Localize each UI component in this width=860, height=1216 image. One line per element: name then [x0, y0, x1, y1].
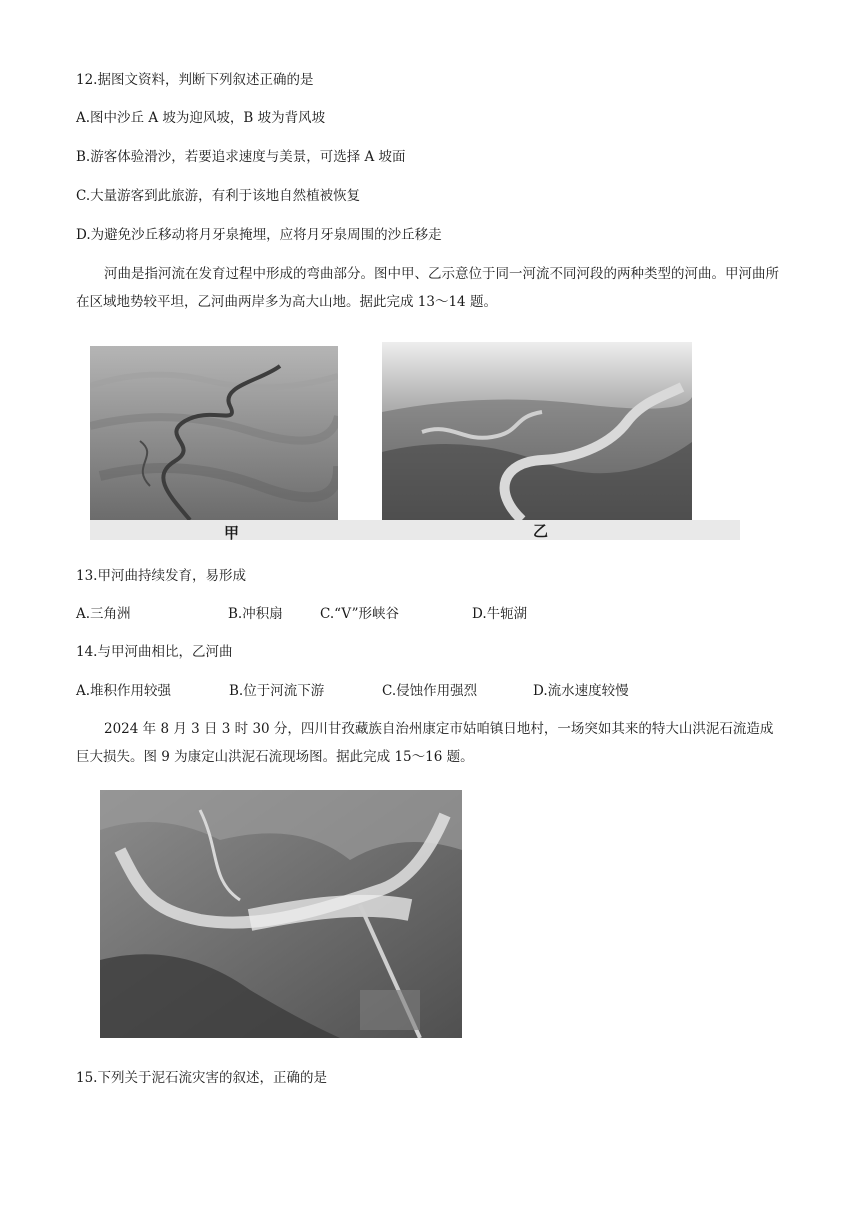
q13-option-c: C.“V”形峡谷: [320, 606, 400, 622]
q12-stem: 12.据图文资料，判断下列叙述正确的是: [76, 72, 314, 88]
q14-options: [76, 681, 629, 701]
figure-caption-strip: [90, 520, 740, 540]
q12-option-c: C.大量游客到此旅游，有利于该地自然植被恢复: [76, 188, 361, 204]
debris-flow-image: [100, 790, 462, 1038]
q14-option-a: A.堆积作用较强: [76, 683, 172, 699]
q12-option-b: B.游客体验滑沙，若要追求速度与美景，可选择 A 坡面: [76, 149, 406, 165]
photo-meander-yi: [382, 342, 692, 520]
meander-jia-image: [90, 346, 338, 520]
passage-meander: 河曲是指河流在发育过程中形成的弯曲部分。图中甲、乙示意位于同一河流不同河段的两种类型的河曲。甲河曲所在区域地势较平坦，乙河曲两岸多为高大山地。据此完成 13～14 题。: [76, 266, 779, 310]
photo-debris-flow: [100, 790, 462, 1038]
figure-label-yi: 乙: [533, 522, 549, 540]
q12-option-d: D.为避免沙丘移动将月牙泉掩埋，应将月牙泉周围的沙丘移走: [76, 227, 442, 243]
q13-options: [76, 604, 527, 624]
q14-option-b: B.位于河流下游: [229, 683, 325, 699]
q14-option-d: D.流水速度较慢: [533, 683, 629, 699]
q14-stem: 14.与甲河曲相比，乙河曲: [76, 644, 233, 660]
q12-option-a: A.图中沙丘 A 坡为迎风坡，B 坡为背风坡: [76, 110, 326, 126]
photo-meander-jia: [90, 346, 338, 520]
q14-option-c: C.侵蚀作用强烈: [382, 683, 478, 699]
q13-option-a: A.三角洲: [76, 606, 131, 622]
q15-stem: 15.下列关于泥石流灾害的叙述，正确的是: [76, 1070, 327, 1086]
figure-label-jia: 甲: [224, 524, 240, 542]
q13-option-b: B.冲积扇: [228, 606, 283, 622]
passage-debris-flow: 2024 年 8 月 3 日 3 时 30 分，四川甘孜藏族自治州康定市姑咱镇日地村，一场突如其来的特大山洪泥石流造成巨大损失。图 9 为康定山洪泥石流现场图。据此完成 15～16 题。: [76, 721, 774, 765]
q13-stem: 13.甲河曲持续发育，易形成: [76, 568, 246, 584]
q13-option-d: D.牛轭湖: [472, 606, 528, 622]
meander-yi-image: [382, 342, 692, 520]
